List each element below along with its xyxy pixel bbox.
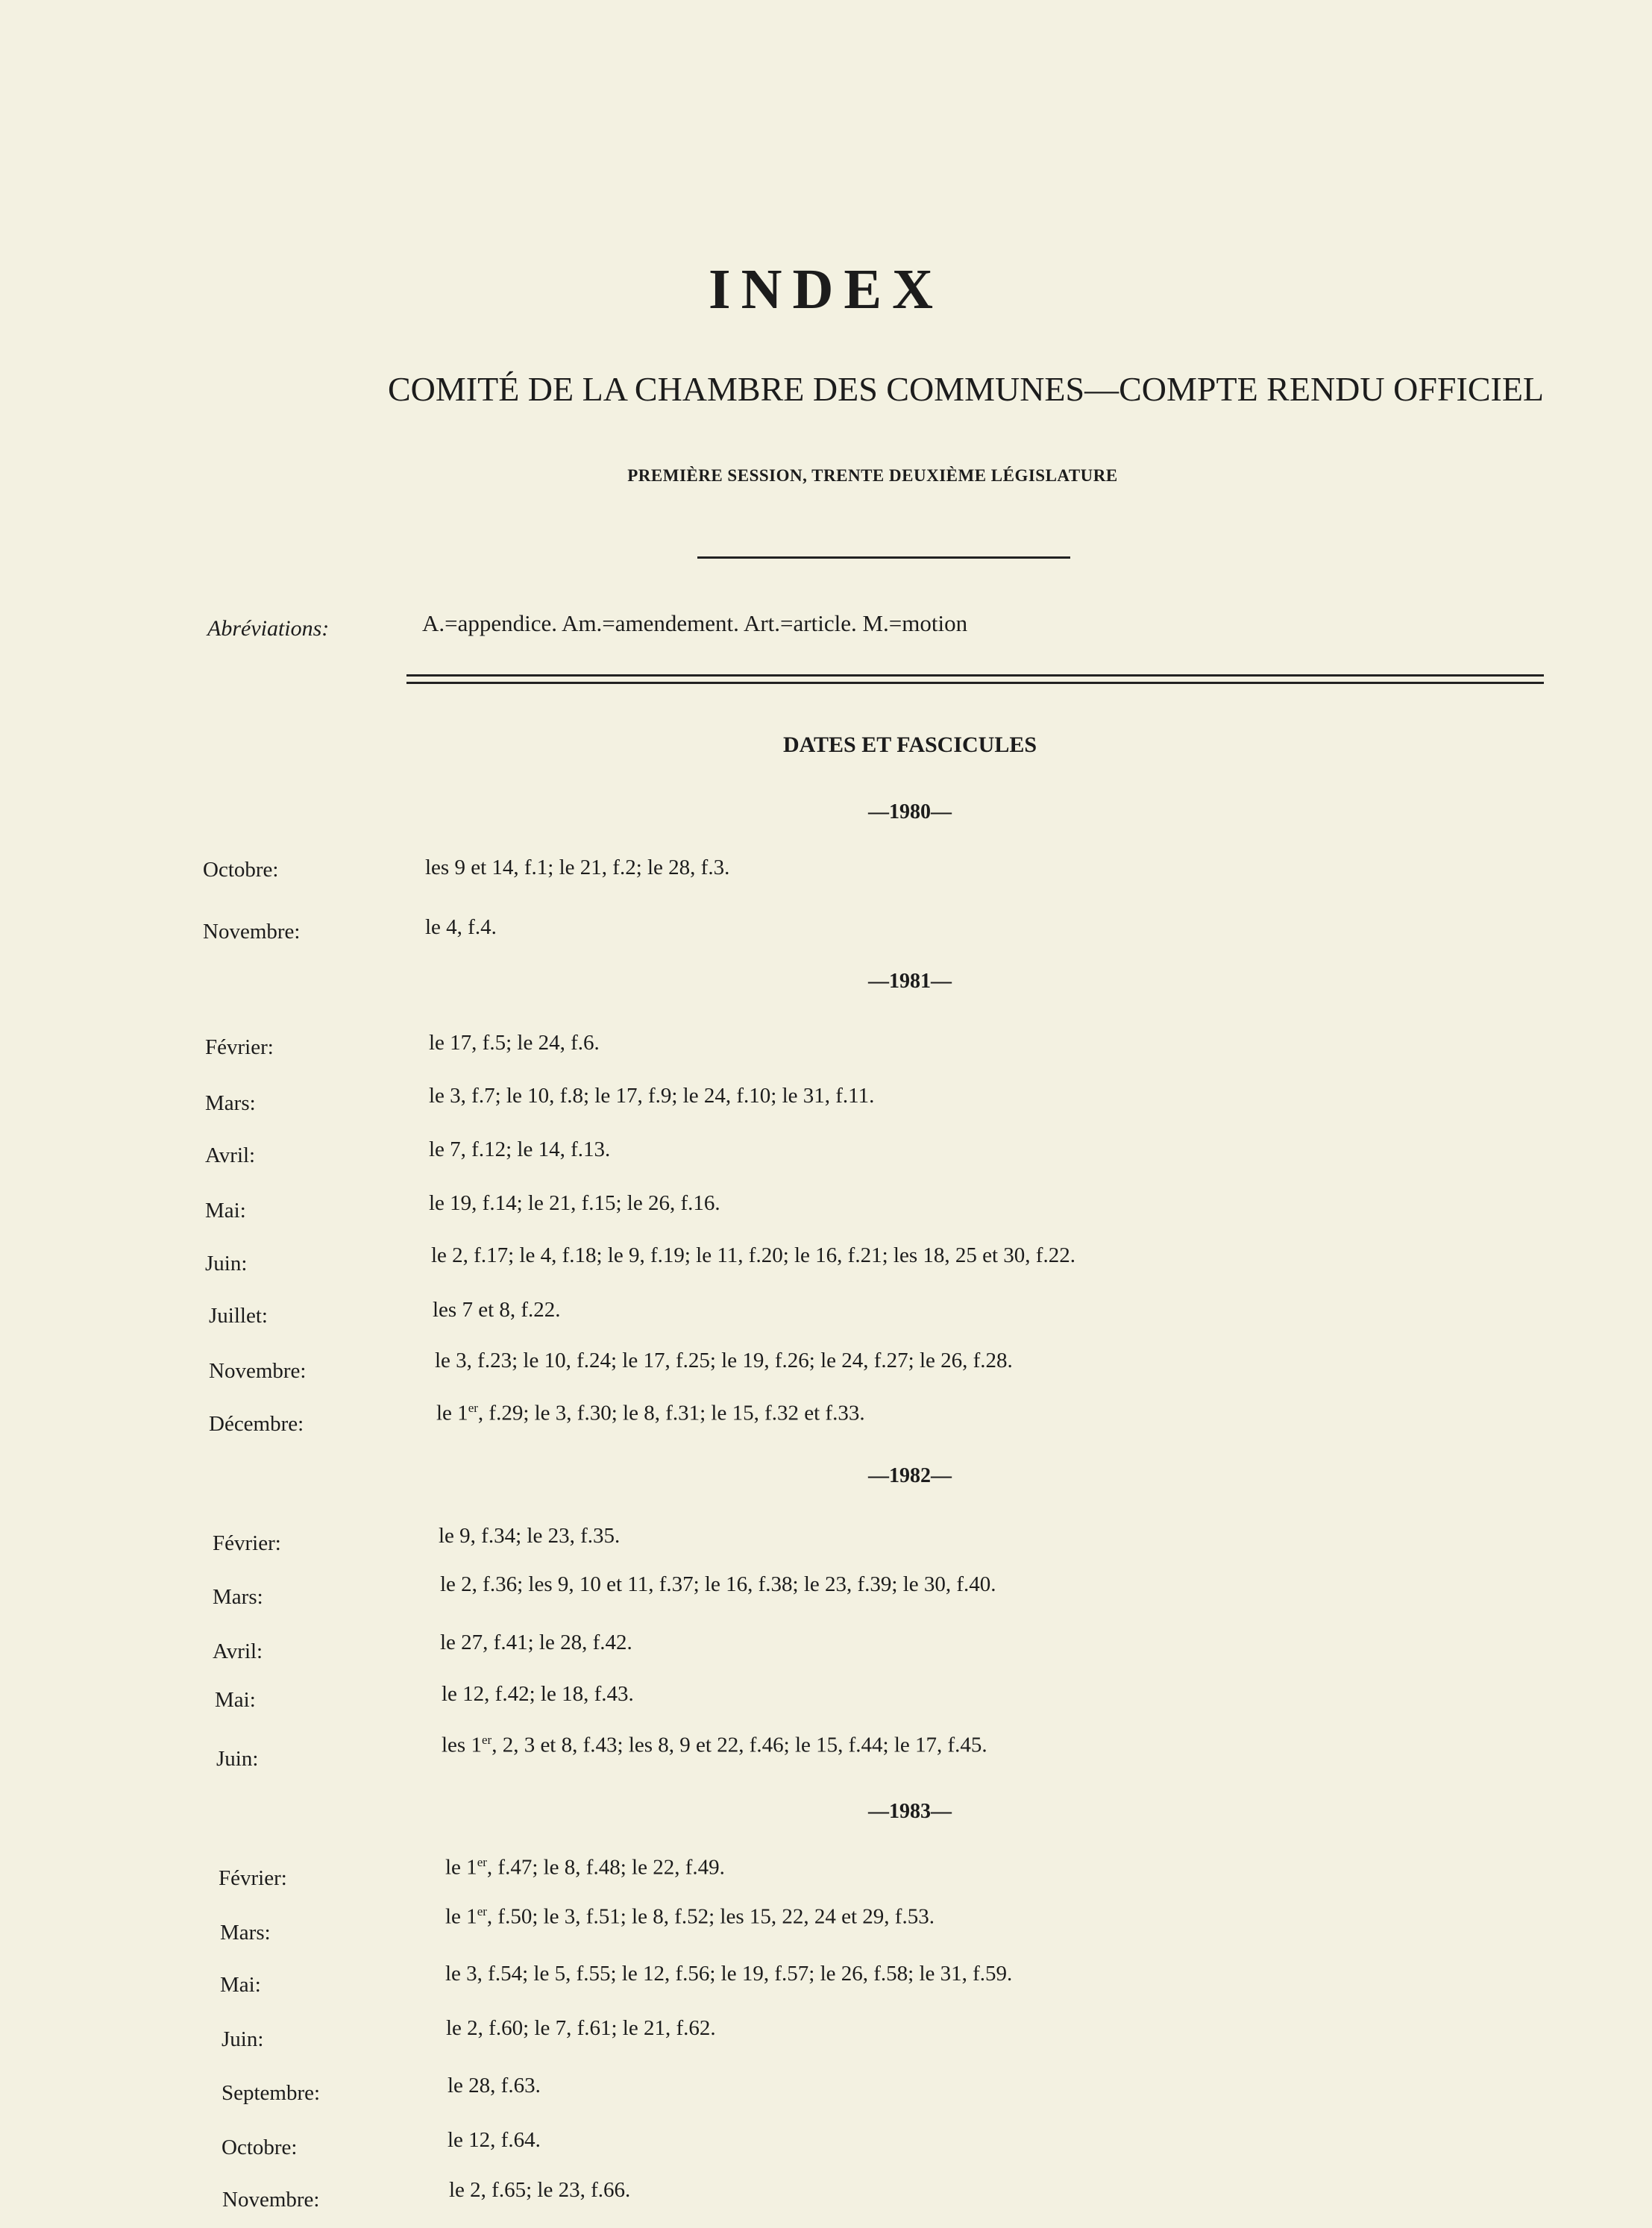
month-entry bbox=[436, 1401, 865, 1426]
month-label: Novembre: bbox=[203, 920, 301, 944]
month-entry: le 3, f.7; le 10, f.8; le 17, f.9; le 24, f.10; le 31, f.11. bbox=[429, 1084, 875, 1108]
month-entry: les 9 et 14, f.1; le 21, f.2; le 28, f.3. bbox=[425, 856, 730, 879]
month-label: Juin: bbox=[216, 1747, 259, 1771]
entry-rest: , 2, 3 et 8, f.43; les 8, 9 et 22, f.46; le 15, f.44; le 17, f.45. bbox=[491, 1733, 987, 1757]
month-label: Février: bbox=[213, 1531, 281, 1555]
month-label: Novembre: bbox=[209, 1359, 307, 1383]
year-heading: —1981— bbox=[868, 970, 952, 993]
entry-prefix: le 1 bbox=[445, 1855, 477, 1880]
month-label: Juillet: bbox=[209, 1304, 268, 1328]
month-label: Novembre: bbox=[222, 2188, 320, 2212]
year-heading: —1983— bbox=[868, 1800, 952, 1823]
month-entry: le 3, f.23; le 10, f.24; le 17, f.25; le 19, f.26; le 24, f.27; le 26, f.28. bbox=[435, 1349, 1013, 1372]
entry-rest: , f.50; le 3, f.51; le 8, f.52; les 15, 22, 24 et 29, f.53. bbox=[486, 1904, 935, 1929]
month-label: Juin: bbox=[205, 1252, 248, 1275]
month-entry: le 2, f.60; le 7, f.61; le 21, f.62. bbox=[446, 2016, 716, 2040]
entry-superscript: er bbox=[468, 1401, 478, 1415]
month-label: Juin: bbox=[222, 2027, 264, 2051]
entry-superscript: er bbox=[481, 1733, 492, 1747]
month-label: Mai: bbox=[215, 1688, 256, 1712]
month-label: Septembre: bbox=[222, 2081, 321, 2105]
month-entry bbox=[445, 1855, 725, 1880]
month-label: Octobre: bbox=[222, 2136, 298, 2159]
month-label: Mars: bbox=[213, 1585, 263, 1609]
month-entry: le 2, f.36; les 9, 10 et 11, f.37; le 16, f.38; le 23, f.39; le 30, f.40. bbox=[440, 1572, 996, 1596]
abbreviations-rule-top bbox=[406, 674, 1544, 677]
month-entry bbox=[442, 1733, 987, 1758]
month-entry: le 27, f.41; le 28, f.42. bbox=[440, 1631, 632, 1654]
month-entry bbox=[445, 1904, 935, 1930]
month-label: Octobre: bbox=[203, 858, 279, 882]
page-subtitle: COMITÉ DE LA CHAMBRE DES COMMUNES—COMPTE RENDU OFFICIEL bbox=[387, 370, 1545, 408]
month-entry: le 19, f.14; le 21, f.15; le 26, f.16. bbox=[429, 1191, 720, 1215]
abbreviations-rule-bottom bbox=[406, 682, 1544, 684]
month-label: Février: bbox=[219, 1866, 287, 1890]
year-heading: —1982— bbox=[868, 1464, 952, 1487]
entry-prefix: les 1 bbox=[442, 1733, 482, 1757]
entry-superscript: er bbox=[477, 1904, 487, 1918]
dates-heading: DATES ET FASCICULES bbox=[782, 732, 1037, 757]
month-entry: le 12, f.64. bbox=[447, 2128, 541, 2152]
month-entry: les 7 et 8, f.22. bbox=[433, 1298, 561, 1322]
month-entry: le 12, f.42; le 18, f.43. bbox=[442, 1682, 634, 1706]
month-entry: le 7, f.12; le 14, f.13. bbox=[429, 1137, 611, 1161]
month-entry: le 2, f.17; le 4, f.18; le 9, f.19; le 11, f.20; le 16, f.21; les 18, 25 et 30, f.22. bbox=[431, 1243, 1075, 1267]
month-entry: le 2, f.65; le 23, f.66. bbox=[449, 2178, 631, 2202]
month-label: Avril: bbox=[205, 1143, 256, 1167]
entry-rest: , f.47; le 8, f.48; le 22, f.49. bbox=[486, 1855, 725, 1880]
entry-prefix: le 1 bbox=[436, 1401, 468, 1425]
abbreviations-text: A.=appendice. Am.=amendement. Art.=article. M.=motion bbox=[422, 610, 968, 636]
entry-rest: , f.29; le 3, f.30; le 8, f.31; le 15, f.32 et f.33. bbox=[477, 1401, 865, 1425]
session-line: PREMIÈRE SESSION, TRENTE DEUXIÈME LÉGISLATURE bbox=[627, 466, 1118, 485]
month-label: Décembre: bbox=[209, 1412, 304, 1436]
month-entry: le 17, f.5; le 24, f.6. bbox=[429, 1031, 600, 1055]
page-title: INDEX bbox=[709, 258, 943, 321]
abbreviations-label: Abréviations: bbox=[207, 616, 330, 641]
month-label: Avril: bbox=[213, 1639, 263, 1663]
month-label: Février: bbox=[205, 1035, 274, 1059]
month-entry: le 9, f.34; le 23, f.35. bbox=[439, 1524, 621, 1548]
session-rule bbox=[697, 556, 1070, 559]
month-label: Mars: bbox=[220, 1921, 271, 1945]
month-entry: le 3, f.54; le 5, f.55; le 12, f.56; le 19, f.57; le 26, f.58; le 31, f.59. bbox=[445, 1962, 1013, 1986]
month-label: Mai: bbox=[220, 1973, 261, 1997]
month-label: Mars: bbox=[205, 1091, 256, 1115]
month-entry: le 28, f.63. bbox=[447, 2074, 541, 2097]
entry-prefix: le 1 bbox=[445, 1904, 477, 1929]
month-entry: le 4, f.4. bbox=[425, 915, 497, 939]
entry-superscript: er bbox=[477, 1855, 487, 1869]
month-label: Mai: bbox=[205, 1199, 246, 1223]
year-heading: —1980— bbox=[868, 800, 952, 823]
